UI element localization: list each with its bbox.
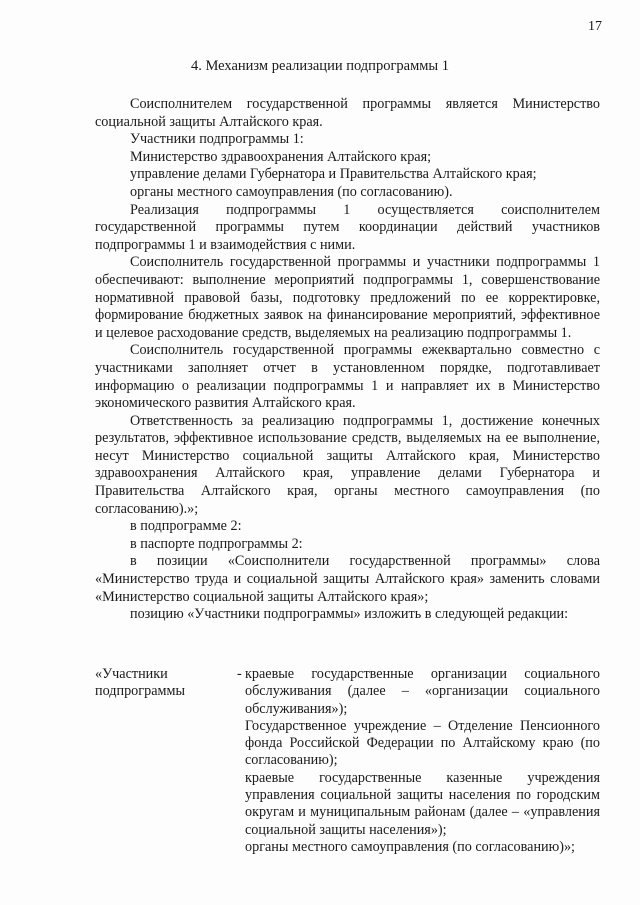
paragraph: Соисполнитель государственной программы и участники подпрограммы 1 обеспечивают: выполнение мероприятий подпрограммы 1, совершенствование нормативной правовой базы, подготовку предложений по ее корректировке, формирование бюджетных заявок на финансирование мероприятий, эффективное и целевое расходование средств, выделяемых на реализацию подпрограммы 1. [95,254,600,341]
table-left-label: «Участники подпрограммы [95,666,185,700]
list-item: органы местного самоуправления (по согласованию)»; [245,838,575,855]
paragraph: Соисполнителем государственной программы является Министерство социальной защиты Алтайского края. [95,96,600,130]
page-number: 17 [588,19,602,34]
paragraph: в паспорте подпрограммы 2: [130,535,303,552]
paragraph: в позиции «Соисполнители государственной программы» слова «Министерство труда и социальной защиты Алтайского края» заменить словами «Министерство социальной защиты Алтайского края»; [95,553,600,605]
paragraph: управление делами Губернатора и Правительства Алтайского края; [130,166,537,183]
paragraph: Министерство здравоохранения Алтайского края; [130,148,432,165]
list-item: краевые государственные организации социального обслуживания (далее – «организации социального обслуживания»); [245,666,600,717]
paragraph: органы местного самоуправления (по согласованию). [130,183,453,200]
list-item: Государственное учреждение – Отделение Пенсионного фонда Российской Федерации по Алтайскому краю (по согласованию); [245,717,600,769]
table-dash: - [237,666,242,682]
paragraph: Соисполнитель государственной программы ежеквартально совместно с участниками заполняет отчет в установленном порядке, подготавливает информацию о реализации подпрограммы 1 и направляет их в Министерство экономического развития Алтайского края. [95,342,600,412]
paragraph: Ответственность за реализацию подпрограммы 1, достижение конечных результатов, эффективное использование средств, выделяемых на ее выполнение, несут Министерство социальной защиты Алтайского края, Министерство здравоохранения Алтайского края, управление делами Губернатора и Правительства Алтайского края, органы местного самоуправления (по согласованию).»; [95,412,600,517]
paragraph: Участники подпрограммы 1: [130,131,304,148]
paragraph: в подпрограмме 2: [130,518,242,535]
table-right-column [245,666,600,856]
paragraph: Реализация подпрограммы 1 осуществляется соисполнителем государственной программы путем координации действий участников подпрограммы 1 и взаимодействия с ними. [95,201,600,253]
document-body [95,96,600,624]
paragraph: позицию «Участники подпрограммы» изложить в следующей редакции: [130,606,569,623]
list-item: краевые государственные казенные учреждения управления социальной защиты населения по городским округам и муниципальным районам (далее – «управления социальной защиты населения»); [245,769,600,838]
section-heading: 4. Механизм реализации подпрограммы 1 [190,58,450,74]
